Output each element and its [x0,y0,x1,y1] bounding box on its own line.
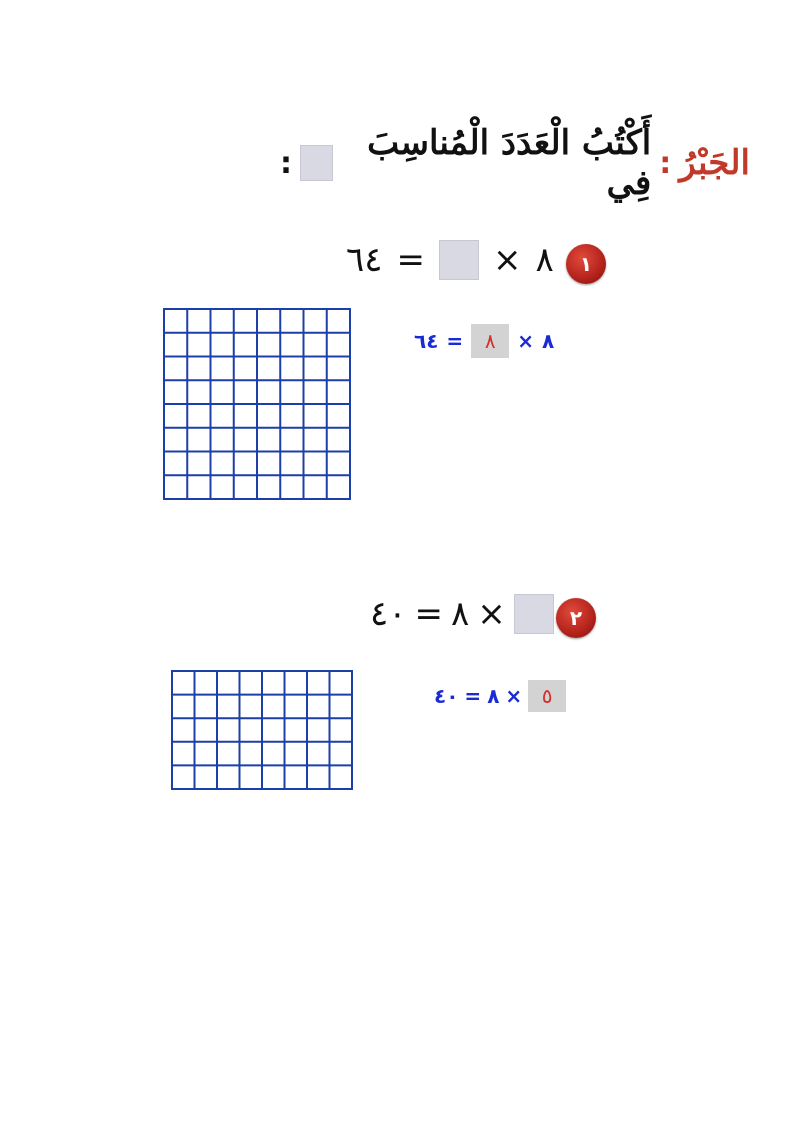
instruction-text: أَكْتُبُ الْعَدَدَ الْمُناسِبَ فِي [367,123,652,203]
answer-2-result: ٤٠ [434,684,459,708]
problem-2-times: × [477,594,506,634]
problem-2-result: ٤٠ [370,594,407,634]
problem-1-equation [346,240,554,280]
answer-1-equals: = [446,329,464,353]
section-label: الجَبْرُ [679,143,750,183]
problem-1-blank[interactable] [439,240,479,280]
answer-2-blank-value: ٥ [541,684,553,708]
answer-2-factor: ٨ [487,684,500,708]
blank-box-icon [300,145,333,181]
answer-1-times: × [517,329,534,353]
instruction-colon: : [280,145,292,181]
answer-2 [434,680,566,712]
instruction-header [280,123,750,203]
problem-1-times: × [493,240,522,280]
problem-1-badge [566,244,606,284]
problem-1-factor: ٨ [535,240,554,280]
problem-1-number: ١ [579,252,593,276]
answer-2-blank [528,680,566,712]
answer-1 [414,324,554,358]
array-grid-1 [162,307,352,501]
answer-1-blank-value: ٨ [484,329,496,353]
problem-2-equals: = [414,594,444,634]
problem-2-factor: ٨ [451,594,470,634]
answer-2-equals: = [464,684,482,708]
answer-2-times: × [505,684,523,708]
array-grid-2 [170,669,354,791]
answer-1-blank [471,324,509,358]
problem-2-number: ٢ [569,606,583,630]
problem-2-badge [556,598,596,638]
answer-1-factor: ٨ [541,329,555,353]
problem-2-equation [370,594,554,634]
section-separator: : [659,145,672,181]
problem-1-equals: = [396,240,426,280]
answer-1-result: ٦٤ [414,329,439,353]
problem-1-result: ٦٤ [346,240,383,280]
problem-2-blank[interactable] [514,594,554,634]
